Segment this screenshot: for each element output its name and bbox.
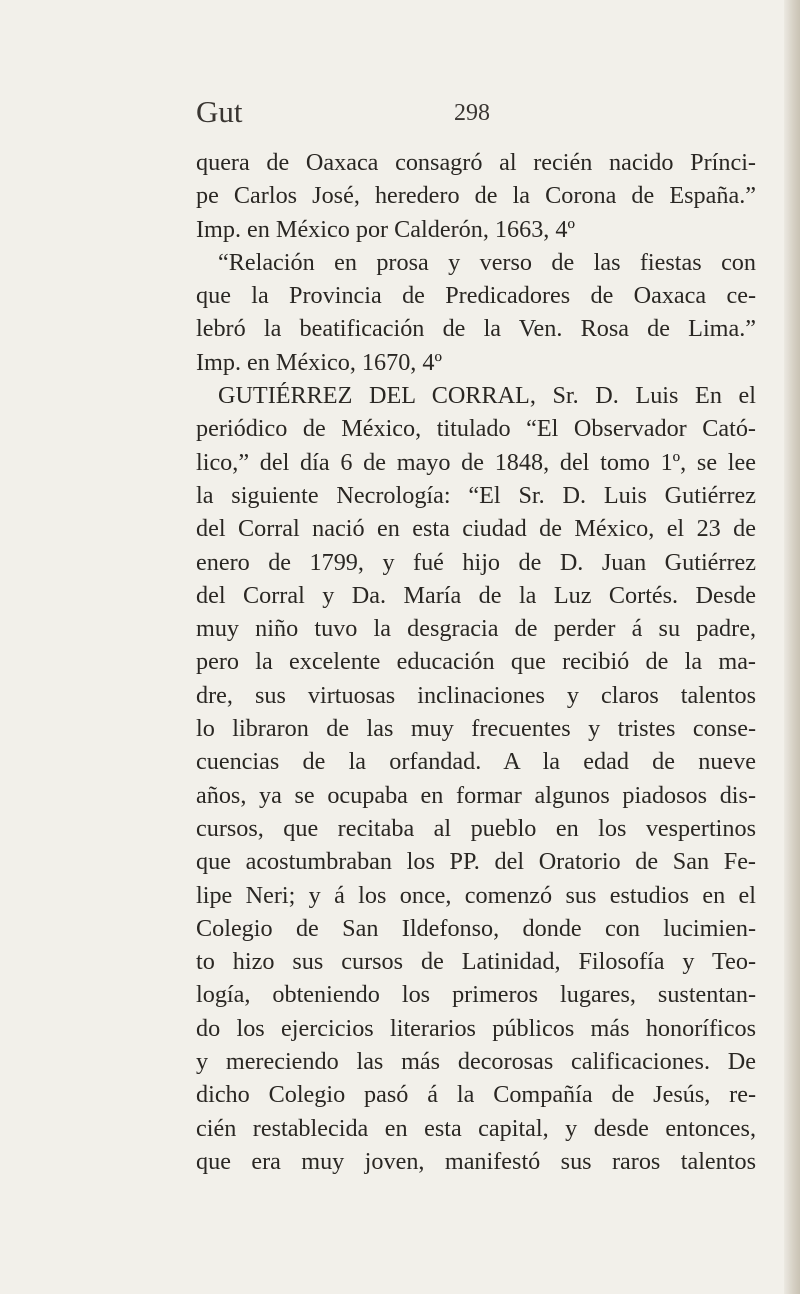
body-text (196, 146, 756, 1178)
text-line: enero de 1799, y fué hijo de D. Juan Gutiérrez (196, 548, 756, 576)
text-line: dre, sus virtuosas inclinaciones y claros talentos (196, 681, 756, 709)
text-line: y mereciendo las más decorosas calificaciones. De (196, 1048, 756, 1076)
text-line: “Relación en prosa y verso de las fiestas con (218, 248, 756, 276)
text-line: años, ya se ocupaba en formar algunos piadosos dis- (196, 781, 756, 809)
page-edge-shadow (784, 0, 800, 1294)
text-line: que la Provincia de Predicadores de Oaxaca ce- (196, 282, 756, 310)
text-line: Imp. en México por Calderón, 1663, 4º (196, 215, 575, 243)
text-line: pero la excelente educación que recibió de la ma- (196, 648, 756, 676)
running-head-entry-word: Gut (196, 94, 243, 129)
text-line: la siguiente Necrología: “El Sr. D. Luis Gutiérrez (196, 481, 756, 509)
text-line: que era muy joven, manifestó sus raros talentos (196, 1147, 756, 1175)
text-line: logía, obteniendo los primeros lugares, sustentan- (196, 981, 756, 1009)
text-line: Imp. en México, 1670, 4º (196, 348, 442, 376)
text-line: periódico de México, titulado “El Observador Cató- (196, 415, 756, 443)
running-head (196, 94, 636, 134)
text-line: Colegio de San Ildefonso, donde con lucimien- (196, 914, 756, 942)
text-line: dicho Colegio pasó á la Compañía de Jesús, re- (196, 1081, 756, 1109)
text-line: del Corral nació en esta ciudad de México, el 23 de (196, 515, 756, 543)
text-line: do los ejercicios literarios públicos más honoríficos (196, 1014, 756, 1042)
text-line: pe Carlos José, heredero de la Corona de España.” (196, 182, 756, 210)
text-line: lebró la beatificación de la Ven. Rosa de Lima.” (196, 315, 756, 343)
text-line: lico,” del día 6 de mayo de 1848, del tomo 1º, se lee (196, 448, 756, 476)
page-number: 298 (454, 100, 490, 126)
text-line: del Corral y Da. María de la Luz Cortés. Desde (196, 581, 756, 609)
text-line: lipe Neri; y á los once, comenzó sus estudios en el (196, 881, 756, 909)
text-line: que acostumbraban los PP. del Oratorio de San Fe- (196, 848, 756, 876)
text-line: GUTIÉRREZ DEL CORRAL, Sr. D. Luis En el (218, 382, 756, 410)
text-line: to hizo sus cursos de Latinidad, Filosofía y Teo- (196, 948, 756, 976)
text-line: quera de Oaxaca consagró al recién nacido Prínci- (196, 149, 756, 176)
text-line: cursos, que recitaba al pueblo en los vespertinos (196, 814, 756, 842)
text-line: cuencias de la orfandad. A la edad de nueve (196, 748, 756, 776)
text-line: muy niño tuvo la desgracia de perder á su padre, (196, 615, 756, 643)
text-line: lo libraron de las muy frecuentes y tristes conse- (196, 715, 756, 743)
text-line: cién restablecida en esta capital, y desde entonces, (196, 1114, 756, 1142)
